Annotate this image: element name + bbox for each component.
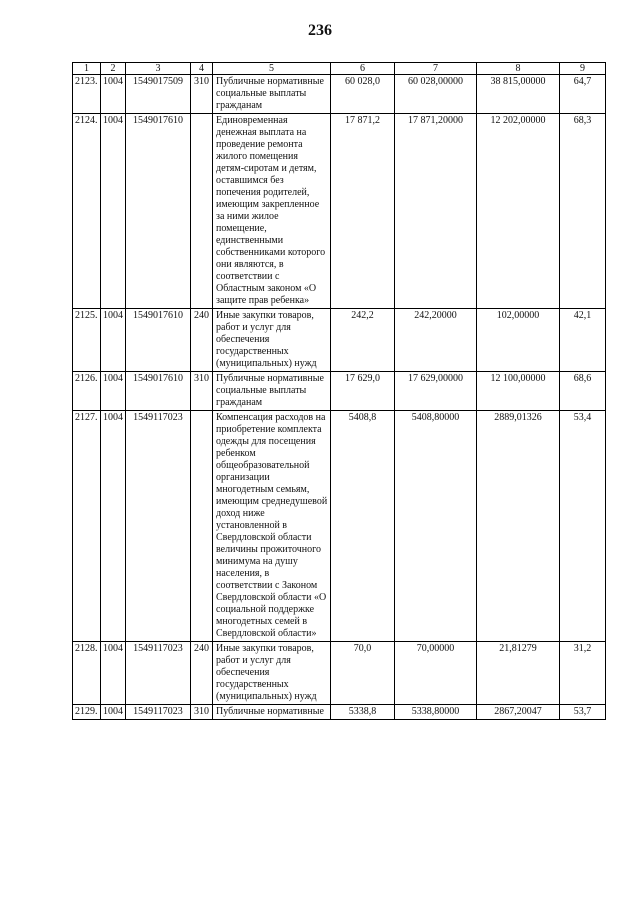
item-name: Иные закупки товаров, работ и услуг для обеспечения государственных (муниципальных) нужд: [213, 309, 331, 372]
section-code: 1004: [101, 114, 126, 309]
execution-percent: 68,6: [560, 372, 606, 411]
executed-amount: 12 100,00000: [477, 372, 560, 411]
expense-type-code: [191, 114, 213, 309]
item-name: Публичные нормативные: [213, 705, 331, 720]
expense-type-code: 240: [191, 642, 213, 705]
expense-type-code: [191, 411, 213, 642]
header-cell: 5: [213, 63, 331, 75]
item-name: Публичные нормативные социальные выплаты гражданам: [213, 75, 331, 114]
executed-amount: 102,00000: [477, 309, 560, 372]
execution-percent: 53,7: [560, 705, 606, 720]
table-row: [73, 411, 606, 642]
expense-type-code: 310: [191, 75, 213, 114]
executed-amount: 38 815,00000: [477, 75, 560, 114]
execution-percent: 53,4: [560, 411, 606, 642]
item-name: Публичные нормативные социальные выплаты гражданам: [213, 372, 331, 411]
planned-amount: 242,2: [331, 309, 395, 372]
row-number: 2126.: [73, 372, 101, 411]
execution-percent: 68,3: [560, 114, 606, 309]
header-cell: 2: [101, 63, 126, 75]
header-cell: 6: [331, 63, 395, 75]
target-code: 1549117023: [126, 705, 191, 720]
item-name: Единовременная денежная выплата на проведение ремонта жилого помещения детям-сиротам и детям, оставшимся без попечения родителей, имеющим закрепленное за ними жилое помещение, единственными собственниками которого они являются, в соответствии с Областным законом «О защите прав ребенка»: [213, 114, 331, 309]
page-number: 236: [308, 22, 332, 39]
section-code: 1004: [101, 705, 126, 720]
row-number: 2128.: [73, 642, 101, 705]
header-cell: 3: [126, 63, 191, 75]
planned-amount: 60 028,0: [331, 75, 395, 114]
budget-table: [72, 62, 606, 720]
item-name: Иные закупки товаров, работ и услуг для обеспечения государственных (муниципальных) нужд: [213, 642, 331, 705]
target-code: 1549117023: [126, 411, 191, 642]
section-code: 1004: [101, 75, 126, 114]
header-row: [73, 63, 606, 75]
target-code: 1549017509: [126, 75, 191, 114]
row-number: 2123.: [73, 75, 101, 114]
section-code: 1004: [101, 372, 126, 411]
planned-amount: 17 629,0: [331, 372, 395, 411]
table-row: [73, 372, 606, 411]
section-code: 1004: [101, 411, 126, 642]
planned-amount-precise: 17 871,20000: [395, 114, 477, 309]
row-number: 2124.: [73, 114, 101, 309]
executed-amount: 21,81279: [477, 642, 560, 705]
target-code: 1549117023: [126, 642, 191, 705]
header-cell: 9: [560, 63, 606, 75]
table-row: [73, 705, 606, 720]
target-code: 1549017610: [126, 372, 191, 411]
row-number: 2125.: [73, 309, 101, 372]
target-code: 1549017610: [126, 114, 191, 309]
execution-percent: 64,7: [560, 75, 606, 114]
section-code: 1004: [101, 309, 126, 372]
executed-amount: 2889,01326: [477, 411, 560, 642]
planned-amount: 17 871,2: [331, 114, 395, 309]
table-row: [73, 75, 606, 114]
expense-type-code: 240: [191, 309, 213, 372]
table-row: [73, 309, 606, 372]
section-code: 1004: [101, 642, 126, 705]
planned-amount-precise: 5408,80000: [395, 411, 477, 642]
executed-amount: 12 202,00000: [477, 114, 560, 309]
target-code: 1549017610: [126, 309, 191, 372]
expense-type-code: 310: [191, 705, 213, 720]
planned-amount: 5338,8: [331, 705, 395, 720]
execution-percent: 42,1: [560, 309, 606, 372]
execution-percent: 31,2: [560, 642, 606, 705]
row-number: 2127.: [73, 411, 101, 642]
planned-amount: 70,0: [331, 642, 395, 705]
planned-amount: 5408,8: [331, 411, 395, 642]
header-cell: 7: [395, 63, 477, 75]
planned-amount-precise: 60 028,00000: [395, 75, 477, 114]
row-number: 2129.: [73, 705, 101, 720]
planned-amount-precise: 5338,80000: [395, 705, 477, 720]
header-cell: 8: [477, 63, 560, 75]
planned-amount-precise: 242,20000: [395, 309, 477, 372]
expense-type-code: 310: [191, 372, 213, 411]
item-name: Компенсация расходов на приобретение комплекта одежды для посещения ребенком общеобразовательной организации многодетным семьям, имеющим среднедушевой доход ниже установленной в Свердловской области величины прожиточного минимума на душу населения, в соответствии с Законом Свердловской области «О социальной поддержке многодетных семей в Свердловской области»: [213, 411, 331, 642]
table-row: [73, 642, 606, 705]
planned-amount-precise: 70,00000: [395, 642, 477, 705]
header-cell: 4: [191, 63, 213, 75]
planned-amount-precise: 17 629,00000: [395, 372, 477, 411]
table-row: [73, 114, 606, 309]
header-cell: 1: [73, 63, 101, 75]
executed-amount: 2867,20047: [477, 705, 560, 720]
